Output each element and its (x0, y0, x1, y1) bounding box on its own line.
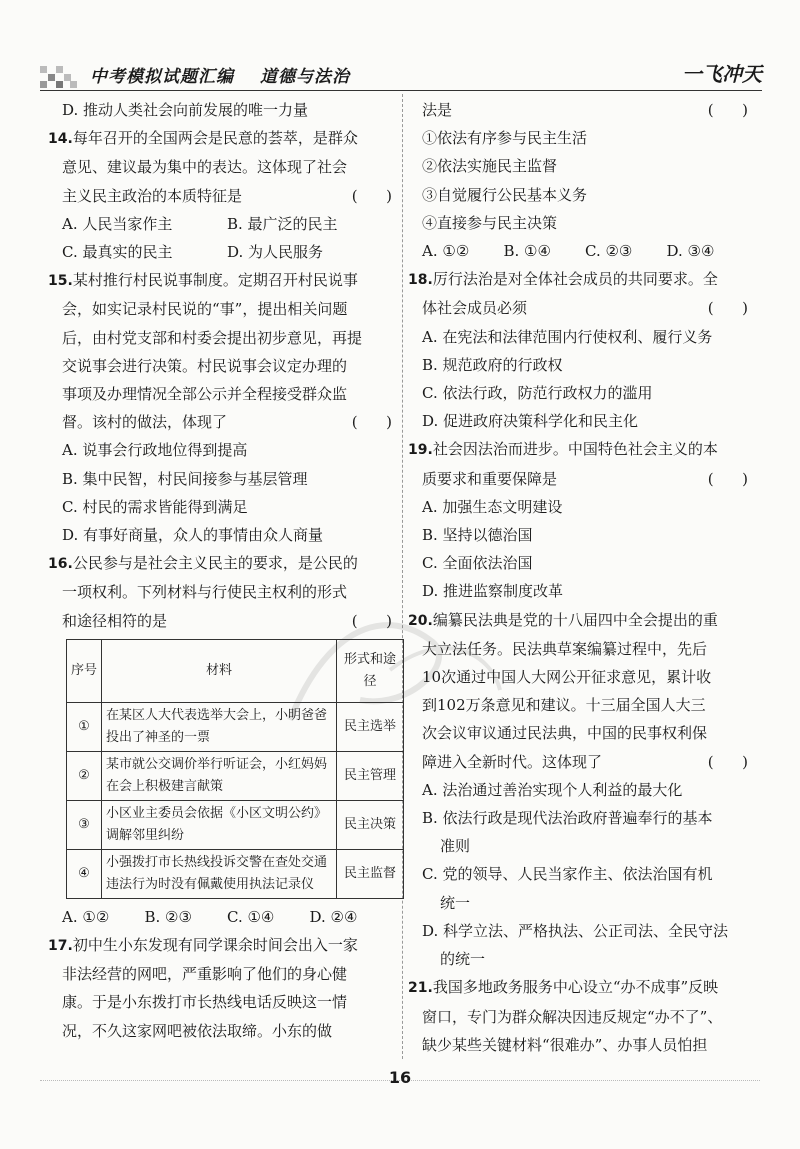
table-header-no: 序号 (67, 639, 102, 702)
option-a[interactable]: A. 在宪法和法律范围内行使权利、履行义务 (422, 327, 713, 346)
row-number: ② (67, 751, 102, 800)
option-d[interactable]: D. ③④ (666, 242, 715, 261)
question-15 (48, 266, 392, 549)
question-number: 16. (48, 556, 73, 573)
question-text: 会，如实记录村民说的“事”，提出相关问题 (62, 300, 348, 319)
question-text: 某村推行村民说事制度。定期召开村民说事 (72, 271, 358, 290)
answer-blank[interactable]: ( ) (707, 299, 748, 318)
row-material: 在某区人大代表选举大会上，小明爸爸投出了神圣的一票 (102, 702, 337, 751)
question-number: 19. (408, 442, 433, 459)
option-c[interactable]: C. ①④ (227, 907, 275, 926)
question-text: 厉行法治是对全体社会成员的共同要求。全 (432, 270, 718, 289)
question-17 (48, 931, 392, 1045)
option-d-continued[interactable]: 的统一 (440, 950, 486, 969)
question-text: 公民参与是社会主义民主的要求，是公民的 (72, 554, 358, 573)
question-text: 社会因法治而进步。中国特色社会主义的本 (432, 440, 718, 459)
right-column (408, 96, 748, 1059)
question-text: 次会议审议通过民法典，中国的民事权利保 (422, 724, 708, 743)
question-text: 体社会成员必须 (422, 299, 528, 318)
option-a[interactable]: A. 人民当家作主 (62, 214, 173, 233)
q13-option-d: D. 推动人类社会向前发展的唯一力量 (62, 101, 309, 119)
question-20 (408, 606, 748, 974)
option-d[interactable]: D. 有事好商量，众人的事情由众人商量 (62, 526, 324, 545)
question-text: 编纂民法典是党的十八届四中全会提出的重 (432, 610, 718, 629)
option-c[interactable]: C. 最真实的民主 (62, 243, 173, 262)
question-text: 非法经营的网吧，严重影响了他们的身心健 (62, 965, 348, 984)
subject-title: 道德与法治 (260, 67, 350, 87)
question-text: 事项及办理情况全部公示并全程接受群众监 (62, 385, 348, 404)
brand-logo: 一飞冲天 (682, 62, 762, 86)
table-row (67, 751, 404, 800)
question-18 (408, 265, 748, 435)
option-d[interactable]: D. 推进监察制度改革 (422, 582, 564, 601)
question-text: 初中生小东发现有同学课余时间会出入一家 (72, 936, 358, 955)
book-title (90, 62, 350, 87)
question-text: 我国多地政务服务中心设立“办不成事”反映 (432, 978, 719, 997)
option-b[interactable]: B. 坚持以德治国 (422, 526, 533, 545)
question-number: 15. (48, 273, 73, 290)
option-b[interactable]: B. ①④ (503, 242, 551, 261)
answer-blank[interactable]: ( ) (351, 413, 392, 432)
option-b[interactable]: B. ②③ (144, 907, 192, 926)
question-text: 主义民主政治的本质特征是 (62, 186, 243, 205)
statement-3: ③自觉履行公民基本义务 (422, 185, 588, 204)
question-number: 17. (48, 938, 73, 955)
option-c-continued[interactable]: 统一 (440, 893, 471, 912)
question-text: 10次通过中国人大网公开征求意见，累计收 (422, 668, 712, 687)
answer-blank[interactable]: ( ) (351, 611, 392, 630)
option-c[interactable]: C. 村民的需求皆能得到满足 (62, 497, 248, 516)
page-number: 16 (388, 1068, 412, 1087)
option-a[interactable]: A. 加强生态文明建设 (422, 497, 563, 516)
column-divider (402, 94, 403, 1059)
option-b[interactable]: B. 集中民智，村民间接参与基层管理 (62, 469, 308, 488)
question-number: 18. (408, 272, 433, 289)
option-b-continued[interactable]: 准则 (440, 837, 471, 856)
answer-blank[interactable]: ( ) (707, 469, 748, 488)
question-text: 况，不久这家网吧被依法取缔。小东的做 (62, 1021, 333, 1040)
table-row (67, 702, 404, 751)
question-text: 一项权利。下列材料与行使民主权利的形式 (62, 583, 348, 602)
question-text: 缺少某些关键材料“很难办”、办事人员怕担 (422, 1035, 708, 1054)
question-21 (408, 973, 748, 1059)
question-text: 意见、建议最为集中的表达。这体现了社会 (62, 158, 348, 177)
question-19 (408, 435, 748, 605)
option-d[interactable]: D. 科学立法、严格执法、公正司法、全民守法 (422, 921, 729, 940)
option-a[interactable]: A. 说事会行政地位得到提高 (62, 441, 248, 460)
answer-blank[interactable]: ( ) (351, 186, 392, 205)
option-a[interactable]: A. ①② (62, 907, 110, 926)
option-a[interactable]: A. ①② (422, 242, 470, 261)
statement-1: ①依法有序参与民主生活 (422, 129, 588, 148)
row-form: 民主管理 (337, 751, 404, 800)
header-rule (40, 90, 762, 91)
row-material: 小强拨打市长热线投诉交警在查处交通违法行为时没有佩戴使用执法记录仪 (102, 849, 337, 898)
question-number: 14. (48, 131, 73, 148)
question-text: 法是 (422, 101, 453, 119)
option-d[interactable]: D. 促进政府决策科学化和民主化 (422, 412, 639, 431)
question-14 (48, 124, 392, 266)
row-form: 民主监督 (337, 849, 404, 898)
option-c[interactable]: C. 依法行政，防范行政权力的滥用 (422, 384, 653, 403)
table-header-material: 材料 (102, 639, 337, 702)
page-header (40, 58, 762, 92)
row-number: ① (67, 702, 102, 751)
question-text: 后，由村党支部和村委会提出初步意见，再提 (62, 328, 363, 347)
statement-2: ②依法实施民主监督 (422, 157, 558, 176)
option-b[interactable]: B. 规范政府的行政权 (422, 355, 563, 374)
table-row (67, 800, 404, 849)
table-row (67, 849, 404, 898)
question-text: 交说事会进行决策。村民说事会议定办理的 (62, 356, 348, 375)
question-text: 质要求和重要保障是 (422, 469, 558, 488)
question-text: 督。该村的做法，体现了 (62, 413, 228, 432)
option-b[interactable]: B. 最广泛的民主 (227, 214, 338, 233)
question-text: 到102万条意见和建议。十三届全国人大三 (422, 696, 706, 715)
question-number: 20. (408, 612, 433, 629)
question-number: 21. (408, 980, 433, 997)
row-form: 民主决策 (337, 800, 404, 849)
question-text: 大立法任务。民法典草案编纂过程中，先后 (422, 639, 708, 658)
option-a[interactable]: A. 法治通过善治实现个人利益的最大化 (422, 780, 683, 799)
question-text: 和途径相符的是 (62, 611, 168, 630)
question-text: 每年召开的全国两会是民意的荟萃，是群众 (72, 129, 358, 148)
question-text: 窗口，专门为群众解决因违反规定“办不了”、 (422, 1007, 723, 1026)
series-title: 中考模拟试题汇编 (90, 67, 234, 87)
row-material: 小区业主委员会依据《小区文明公约》调解邻里纠纷 (102, 800, 337, 849)
statement-4: ④直接参与民主决策 (422, 213, 558, 232)
answer-blank[interactable]: ( ) (707, 752, 748, 771)
left-column (48, 96, 396, 1045)
option-c[interactable]: C. 党的领导、人民当家作主、依法治国有机 (422, 865, 713, 884)
table-header-form: 形式和途径 (337, 639, 404, 702)
row-number: ④ (67, 849, 102, 898)
answer-blank[interactable]: ( ) (707, 101, 748, 119)
question-16 (48, 549, 396, 931)
header-decoration-icon (40, 66, 78, 88)
material-table (66, 639, 404, 899)
row-form: 民主选举 (337, 702, 404, 751)
option-d[interactable]: D. ②④ (309, 907, 358, 926)
option-c[interactable]: C. 全面依法治国 (422, 554, 533, 573)
option-d[interactable]: D. 为人民服务 (227, 243, 324, 262)
row-material: 某市就公交调价举行听证会，小红妈妈在会上积极建言献策 (102, 751, 337, 800)
row-number: ③ (67, 800, 102, 849)
option-b[interactable]: B. 依法行政是现代法治政府普遍奉行的基本 (422, 809, 713, 828)
question-text: 障进入全新时代。这体现了 (422, 752, 603, 771)
question-text: 康。于是小东拨打市长热线电话反映这一情 (62, 993, 348, 1012)
option-c[interactable]: C. ②③ (585, 242, 633, 261)
